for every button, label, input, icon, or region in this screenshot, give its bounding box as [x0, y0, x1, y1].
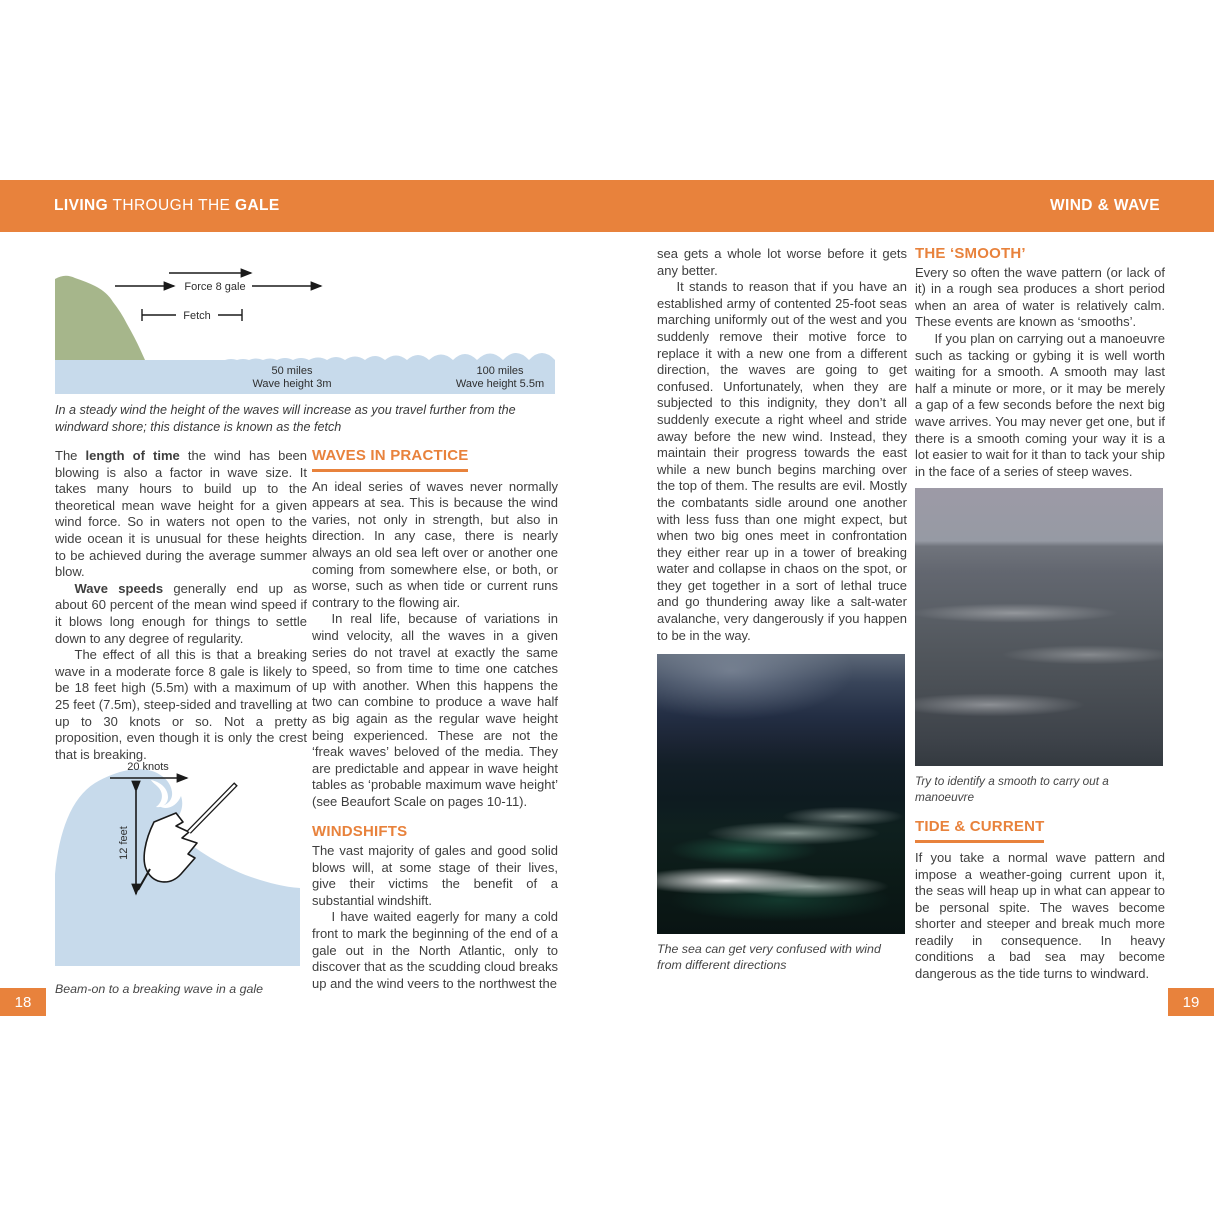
left-page-column-1 [55, 448, 307, 763]
paragraph: Wave speeds generally end up as about 60 percent of the mean wind speed if it blows long enough for things to settle down to any degree of regularity. [55, 580, 307, 646]
header-title-left-regular: THROUGH THE [108, 197, 235, 214]
header-title-left-bold2: GALE [235, 197, 280, 214]
header-title-left-bold1: LIVING [54, 197, 109, 214]
paragraph: I have waited eagerly for many a cold front to mark the beginning of the end of a gale out in the North Atlantic, only to discover that as the scudding cloud breaks up and the wind veers to the northwest the [312, 909, 558, 991]
wave-diagram-caption: Beam-on to a breaking wave in a gale [55, 982, 264, 996]
spray [179, 791, 184, 796]
paragraph: sea gets a whole lot worse before it gets any better. [657, 246, 907, 278]
label-wave-height-55m: Wave height 5.5m [455, 378, 545, 390]
label-100-miles: 100 miles [476, 365, 524, 377]
section-heading-the-smooth: THE ‘SMOOTH’ [915, 245, 1026, 262]
speed-label: 20 knots [127, 761, 169, 773]
height-label: 12 feet [118, 826, 130, 860]
paragraph: Every so often the wave pattern (or lack of it) in a rough sea produces a short period when an area of water is relatively calm. These events are known as ‘smooths’. [915, 264, 1165, 330]
section-heading-waves-in-practice: WAVES IN PRACTICE [312, 448, 558, 472]
paragraph: The effect of all this is that a breaking wave in a moderate force 8 gale is likely to be 18 feet high (5.5m) with a maximum of 25 feet (7.5m), steep-sided and travelling at up to 30 knots or so. Not a pretty proposition, even though it is only the crest that is breaking. [55, 647, 307, 762]
paragraph: It stands to reason that if you have an established army of contented 25-foot seas marching uniformly out of the west and you suddenly remove their motive force to replace it with a new one from a different direction, the waves are going to get confused. Unfortunately, when they are subjected to this indignity, they don’t all suddenly execute a right wheel and stride away before the new wind. Instead, they maintain their progress towards the east while a new bunch begins marching over the top of them. The results are evil. Mostly the combatants sidle around one another with less fuss than one might expect, but when two big ones meet in confrontation they either rear up in a tower of breaking water and collapse in chaos on the spot, or they get together in a sort of lethal truce and go thundering away like a salt-water avalanche, very dangerously if you happen to be in the way. [657, 279, 907, 643]
header-title-left [54, 197, 280, 215]
label-50-miles: 50 miles [271, 365, 313, 377]
header-bar [0, 180, 1214, 232]
section-heading-tide-and-current: TIDE & CURRENT [915, 819, 1165, 843]
fetch-label: Fetch [183, 310, 211, 322]
land-shape [55, 276, 145, 360]
paragraph: If you take a normal wave pattern and impose a weather-going current upon it, the seas will heap up in what can appear to be personal spite. The waves become shorter and steeper and break much more readily in consequence. In heavy conditions a bad sea may become dangerous as the tide turns to windward. [915, 849, 1165, 982]
fetch-diagram [55, 252, 555, 397]
right-page-column-1 [657, 246, 907, 973]
section-heading-windshifts: WINDSHIFTS [312, 823, 408, 841]
confused-sea-caption: The sea can get very confused with wind from different directions [657, 942, 881, 973]
wind-label: Force 8 gale [184, 281, 246, 293]
paragraph: An ideal series of waves never normally appears at sea. This is because the wind varies, not only in strength, but also in direction. In any case, there is nearly always an old sea left over or another one coming from somewhere else, or both, or worse, such as when tide or current runs contrary to the flowing air. [312, 478, 558, 610]
breaking-wave-diagram [55, 756, 300, 968]
label-wave-height-3m: Wave height 3m [252, 378, 332, 390]
boat-mast [189, 785, 235, 832]
fetch-diagram-caption: In a steady wind the height of the waves will increase as you travel further from the windward shore; this distance is known as the fetch [55, 403, 516, 434]
header-title-right: WIND & WAVE [1049, 197, 1160, 214]
right-page-column-2 [915, 246, 1165, 983]
smooth-sea-caption: Try to identify a smooth to carry out a manoeuvre [915, 774, 1109, 805]
paragraph: The length of time the wind has been blowing is also a factor in wave size. It takes many hours to build up to the theoretical mean wave height for a given wind force. So in waters not open to the wide ocean it is unusual for these heights to be achieved during the average summer blow. [55, 448, 308, 580]
paragraph: The vast majority of gales and good solid blows will, at some stage of their lives, give their victims the benefit of a substantial windshift. [312, 843, 558, 908]
smooth-sea-photo [915, 488, 1163, 766]
left-page-column-2 [312, 448, 558, 992]
paragraph: In real life, because of variations in wind velocity, all the waves in a given series do not travel at exactly the same speed, so from time to time one catches up with another. When this happens the two can combine to produce a wave half as big again as the regular wave height being experienced. These are not the ‘freak waves’ beloved of the media. They are predictable and appear in wave height tables as ‘probable maximum wave height’ (see Beaufort Scale on pages 10-11). [312, 611, 558, 809]
page-number-right: 19 [1168, 988, 1214, 1016]
page-number-left: 18 [0, 988, 46, 1016]
spray [172, 784, 178, 790]
paragraph: If you plan on carrying out a manoeuvre such as tacking or gybing it is well worth waiting for a smooth. A smooth may last half a minute or more, or it may be merely a gap of a few seconds before the next big wave arrives. You may never get one, but if there is a smooth coming your way it is a lot easier to wait for it than to tack your ship in the face of a series of steep waves. [915, 330, 1166, 479]
confused-sea-photo [657, 654, 905, 934]
